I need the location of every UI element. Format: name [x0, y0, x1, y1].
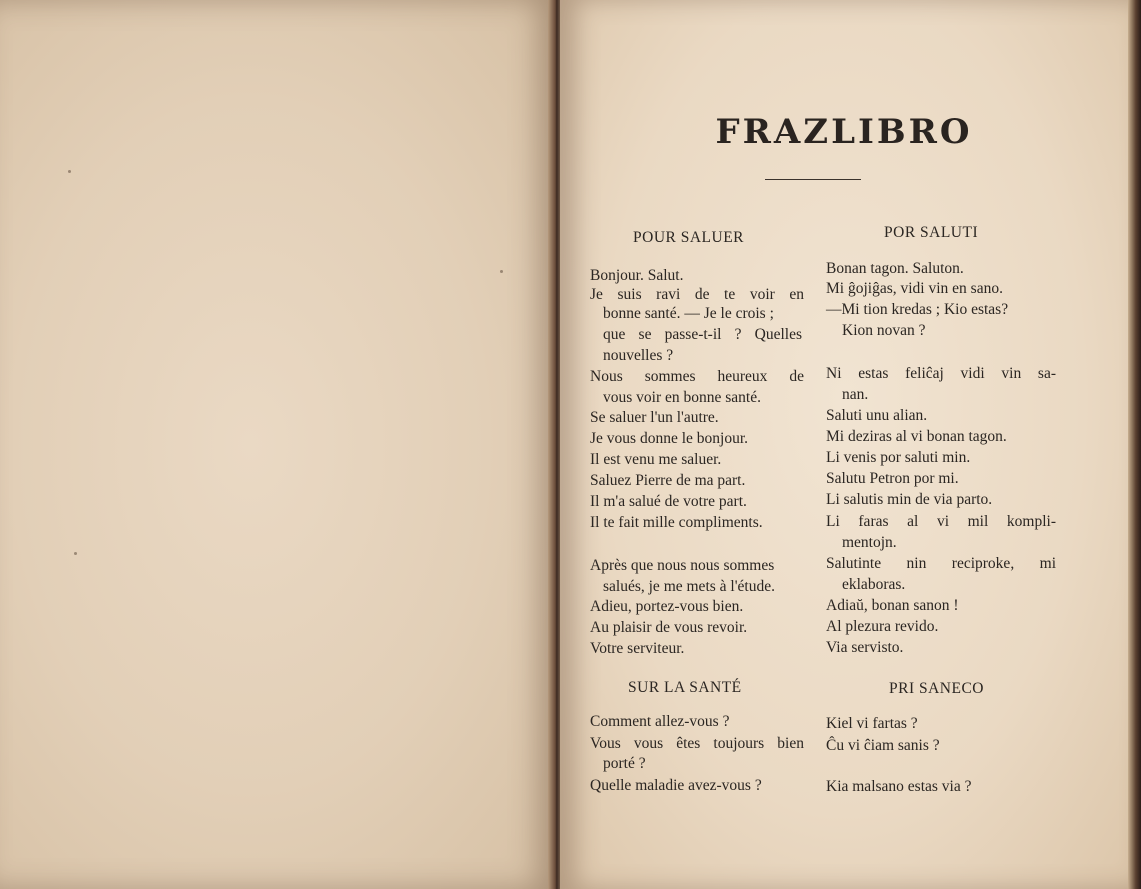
french-line: Adieu, portez-vous bien. — [590, 598, 744, 615]
esperanto-line: Salutinte nin reciproke, mi — [826, 555, 1056, 572]
french-line: Saluez Pierre de ma part. — [590, 472, 746, 489]
page-title: FRAZLIBRO — [715, 112, 973, 152]
esperanto-line: nan. — [842, 386, 869, 403]
french-line: Après que nous nous sommes — [590, 557, 775, 574]
french-line: Bonjour. Salut. — [590, 267, 684, 284]
french-line: Il est venu me saluer. — [590, 451, 722, 468]
section-heading-french: SUR LA SANTÉ — [628, 679, 742, 696]
esperanto-line: Mi ĝojiĝas, vidi vin en sano. — [826, 280, 1003, 297]
section-heading-french: POUR SALUER — [633, 229, 745, 246]
french-line: Il te fait mille compliments. — [590, 514, 763, 531]
esperanto-line: Kiel vi fartas ? — [826, 715, 918, 732]
esperanto-line: mentojn. — [842, 534, 897, 551]
paper-speck — [74, 552, 77, 555]
title-rule — [765, 179, 861, 180]
french-line: nouvelles ? — [603, 347, 674, 364]
esperanto-line: Ĉu vi ĉiam sanis ? — [826, 737, 940, 754]
section-heading-esperanto: PRI SANECO — [889, 680, 985, 697]
french-line: porté ? — [603, 755, 646, 772]
esperanto-line: —Mi tion kredas ; Kio estas? — [826, 301, 1009, 318]
esperanto-line: Kia malsano estas via ? — [826, 778, 972, 795]
section-heading-esperanto: POR SALUTI — [884, 224, 979, 241]
esperanto-line: Bonan tagon. Saluton. — [826, 260, 964, 277]
esperanto-line: Via servisto. — [826, 639, 904, 656]
french-line: Comment allez-vous ? — [590, 713, 730, 730]
french-line: Je vous donne le bonjour. — [590, 430, 748, 447]
french-line: salués, je me mets à l'étude. — [603, 578, 775, 595]
french-line: Nous sommes heureux de — [590, 368, 804, 385]
esperanto-line: Ni estas feliĉaj vidi vin sa- — [826, 365, 1056, 382]
french-line: Se saluer l'un l'autre. — [590, 409, 719, 426]
french-line: Je suis ravi de te voir en — [590, 286, 804, 303]
esperanto-line: eklaboras. — [842, 576, 906, 593]
esperanto-line: Salutu Petron por mi. — [826, 470, 959, 487]
esperanto-line: Al plezura revido. — [826, 618, 939, 635]
french-line: que se passe-t-il ? Quelles — [603, 326, 802, 343]
french-line: Quelle maladie avez-vous ? — [590, 777, 762, 794]
esperanto-line: Li faras al vi mil kompli- — [826, 513, 1056, 530]
esperanto-line: Mi deziras al vi bonan tagon. — [826, 428, 1007, 445]
french-line: Vous vous êtes toujours bien — [590, 735, 804, 752]
esperanto-line: Adiaŭ, bonan sanon ! — [826, 597, 959, 614]
french-line: Votre serviteur. — [590, 640, 685, 657]
esperanto-line: Li venis por saluti min. — [826, 449, 971, 466]
left-page-blank — [0, 0, 556, 889]
paper-speck — [500, 270, 503, 273]
esperanto-line: Saluti unu alian. — [826, 407, 928, 424]
esperanto-line: Kion novan ? — [842, 322, 926, 339]
paper-speck — [68, 170, 71, 173]
french-line: Il m'a salué de votre part. — [590, 493, 747, 510]
french-line: Au plaisir de vous revoir. — [590, 619, 748, 636]
page-edge — [1128, 0, 1141, 889]
french-line: bonne santé. — Je le crois ; — [603, 305, 774, 322]
esperanto-line: Li salutis min de via parto. — [826, 491, 993, 508]
french-line: vous voir en bonne santé. — [603, 389, 761, 406]
